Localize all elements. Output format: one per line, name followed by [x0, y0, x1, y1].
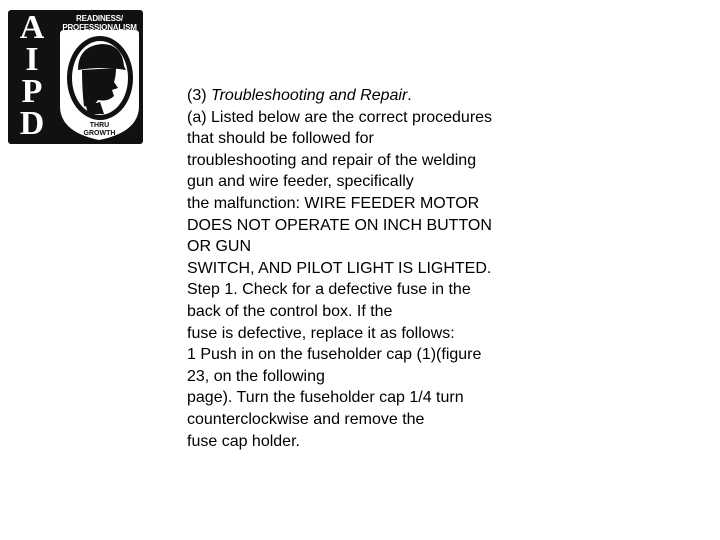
- text-line: counterclockwise and remove the: [187, 410, 425, 428]
- heading-title: Troubleshooting and Repair: [211, 87, 408, 104]
- heading-period: .: [407, 87, 412, 104]
- heading-number: (3): [187, 87, 211, 104]
- text-line: fuse is defective, replace it as follows:: [187, 324, 455, 342]
- logo-letter-d: D: [19, 105, 45, 142]
- logo-motto-line: READINESS/: [76, 14, 123, 23]
- text-line: Step 1. Check for a defective fuse in the: [187, 281, 471, 299]
- text-line: 1 Push in on the fuseholder cap (1)(figure: [187, 346, 482, 364]
- logo-motto-bottom: [56, 122, 143, 138]
- logo-letter-i: I: [25, 41, 39, 78]
- text-line: troubleshooting and repair of the welding: [187, 151, 477, 169]
- text-line: page). Turn the fuseholder cap 1/4 turn: [187, 389, 464, 407]
- logo-motto-line: GROWTH: [83, 130, 116, 137]
- logo-letters: [10, 9, 54, 142]
- logo-motto-line: PROFESSIONALISM: [62, 23, 137, 32]
- text-line: SWITCH, AND PILOT LIGHT IS LIGHTED.: [187, 259, 492, 277]
- section-heading: [187, 85, 547, 107]
- logo-emblem: [56, 10, 143, 144]
- document-body: [187, 85, 547, 452]
- text-line: DOES NOT OPERATE ON INCH BUTTON: [187, 216, 492, 234]
- logo-motto-line: THRU: [89, 122, 110, 129]
- text-line: that should be followed for: [187, 130, 374, 148]
- text-line: 23, on the following: [187, 367, 325, 385]
- text-line: the malfunction: WIRE FEEDER MOTOR: [187, 194, 480, 212]
- logo-letter-p: P: [21, 73, 43, 110]
- logo-letter-a: A: [19, 9, 45, 46]
- aipd-logo: [8, 10, 143, 144]
- text-line: (a) Listed below are the correct procedures: [187, 108, 493, 126]
- text-line: fuse cap holder.: [187, 432, 300, 450]
- logo-motto-top: [56, 14, 143, 32]
- text-line: OR GUN: [187, 238, 251, 256]
- text-line: gun and wire feeder, specifically: [187, 173, 414, 191]
- text-line: back of the control box. If the: [187, 302, 393, 320]
